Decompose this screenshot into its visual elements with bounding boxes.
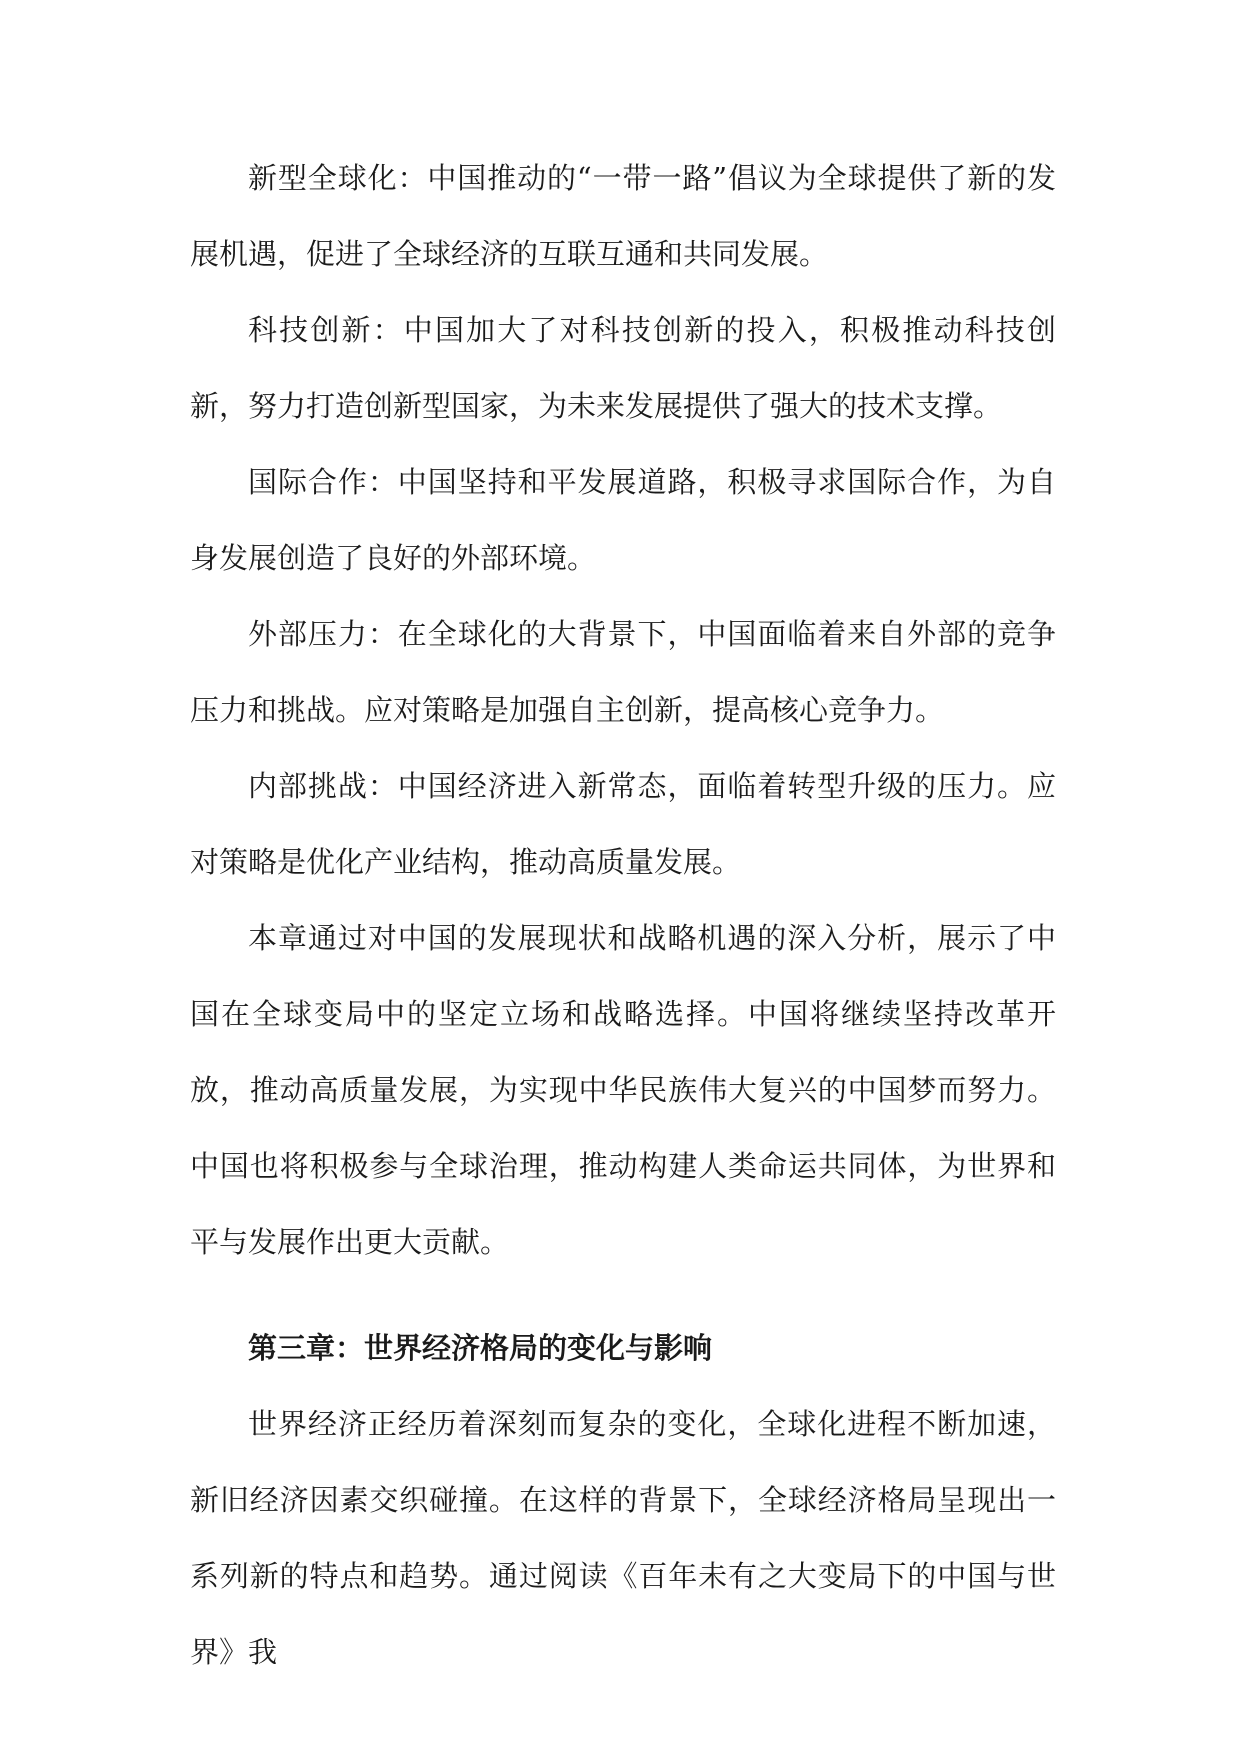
paragraph-external-pressure: 外部压力：在全球化的大背景下，中国面临着来自外部的竞争压力和挑战。应对策略是加强自主创新，提高核心竞争力。 (190, 617, 1056, 727)
paragraph-new-globalization: 新型全球化：中国推动的“一带一路”倡议为全球提供了新的发展机遇，促进了全球经济的互联互通和共同发展。 (190, 161, 1056, 271)
document-body (190, 140, 1056, 1690)
paragraph-international-cooperation: 国际合作：中国坚持和平发展道路，积极寻求国际合作，为自身发展创造了良好的外部环境。 (190, 465, 1056, 575)
paragraph-chapter-summary: 本章通过对中国的发展现状和战略机遇的深入分析，展示了中国在全球变局中的坚定立场和战略选择。中国将继续坚持改革开放，推动高质量发展，为实现中华民族伟大复兴的中国梦而努力。中国也将积极参与全球治理，推动构建人类命运共同体，为世界和平与发展作出更大贡献。 (190, 921, 1056, 1259)
paragraph-internal-challenge: 内部挑战：中国经济进入新常态，面临着转型升级的压力。应对策略是优化产业结构，推动高质量发展。 (190, 769, 1056, 879)
chapter-heading: 第三章：世界经济格局的变化与影响 (248, 1331, 713, 1365)
paragraph-tech-innovation: 科技创新：中国加大了对科技创新的投入，积极推动科技创新，努力打造创新型国家，为未来发展提供了强大的技术支撑。 (190, 313, 1056, 423)
paragraph-world-economy: 世界经济正经历着深刻而复杂的变化，全球化进程不断加速，新旧经济因素交织碰撞。在这样的背景下，全球经济格局呈现出一系列新的特点和趋势。通过阅读《百年未有之大变局下的中国与世界》我 (190, 1407, 1056, 1669)
